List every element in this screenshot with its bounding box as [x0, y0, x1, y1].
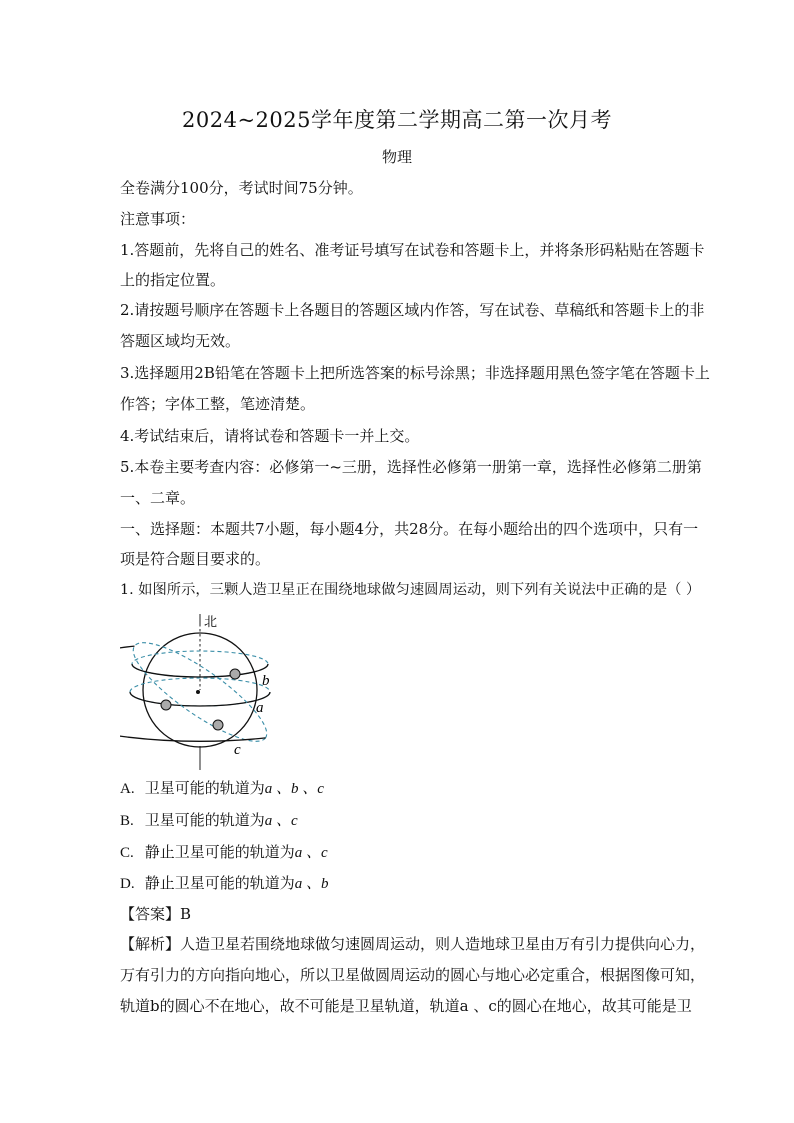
exam-subject: 物理	[381, 148, 412, 166]
note-line: 上的指定位置。	[120, 271, 226, 289]
note-line: 一、二章。	[120, 489, 196, 507]
orbit-b-label: b	[262, 673, 270, 689]
satellite-b	[230, 669, 240, 679]
analysis-line: 轨道b的圆心不在地心，故不可能是卫星轨道，轨道a 、c的圆心在地心，故其可能是卫	[120, 997, 692, 1015]
note-line: 2.请按题号顺序在答题卡上各题目的答题区域内作答，写在试卷、草稿纸和答题卡上的非	[120, 301, 705, 319]
note-line: 5.本卷主要考查内容：必修第一~三册，选择性必修第一册第一章，选择性必修第二册第	[120, 458, 702, 476]
note-line: 1.答题前，先将自己的姓名、准考证号填写在试卷和答题卡上，并将条形码粘贴在答题卡	[120, 241, 705, 259]
orbit-c-label: c	[234, 742, 241, 758]
orbit-a-label: a	[256, 700, 264, 716]
note-line: 答题区域均无效。	[120, 332, 241, 350]
question-stem: 1. 如图所示，三颗人造卫星正在围绕地球做匀速圆周运动，则下列有关说法中正确的是（ ）	[120, 582, 701, 598]
satellite-c	[213, 720, 223, 730]
option-d: D. 静止卫星可能的轨道为a 、b	[120, 874, 329, 892]
option-c: C. 静止卫星可能的轨道为a 、c	[120, 843, 328, 861]
earth-center	[196, 690, 200, 694]
answer-line: 【答案】B	[120, 905, 192, 923]
satellite-a	[161, 700, 171, 710]
section-heading: 一、选择题：本题共7小题，每小题4分，共28分。在每小题给出的四个选项中，只有一	[120, 520, 699, 538]
note-line: 3.选择题用2B铅笔在答题卡上把所选答案的标号涂黑；非选择题用黑色签字笔在答题卡上	[120, 364, 710, 382]
satellite-orbit-figure	[120, 612, 280, 772]
analysis-line: 万有引力的方向指向地心，所以卫星做圆周运动的圆心与地心必定重合，根据图像可知，	[120, 966, 706, 984]
section-heading-cont: 项是符合题目要求的。	[120, 550, 271, 568]
analysis-line: 【解析】人造卫星若围绕地球做匀速圆周运动，则人造地球卫星由万有引力提供向心力，	[120, 935, 706, 953]
score-time-line: 全卷满分100分，考试时间75分钟。	[120, 179, 363, 197]
orbit-a-front	[130, 692, 270, 706]
note-line: 作答；字体工整，笔迹清楚。	[120, 395, 316, 413]
option-b: B. 卫星可能的轨道为a 、c	[120, 811, 298, 829]
option-a: A. 卫星可能的轨道为a 、b 、c	[120, 779, 324, 797]
north-label: 北	[204, 615, 218, 630]
notes-heading: 注意事项：	[120, 210, 196, 228]
note-line: 4.考试结束后，请将试卷和答题卡一并上交。	[120, 427, 420, 445]
exam-title: 2024~2025学年度第二学期高二第一次月考	[182, 108, 612, 132]
